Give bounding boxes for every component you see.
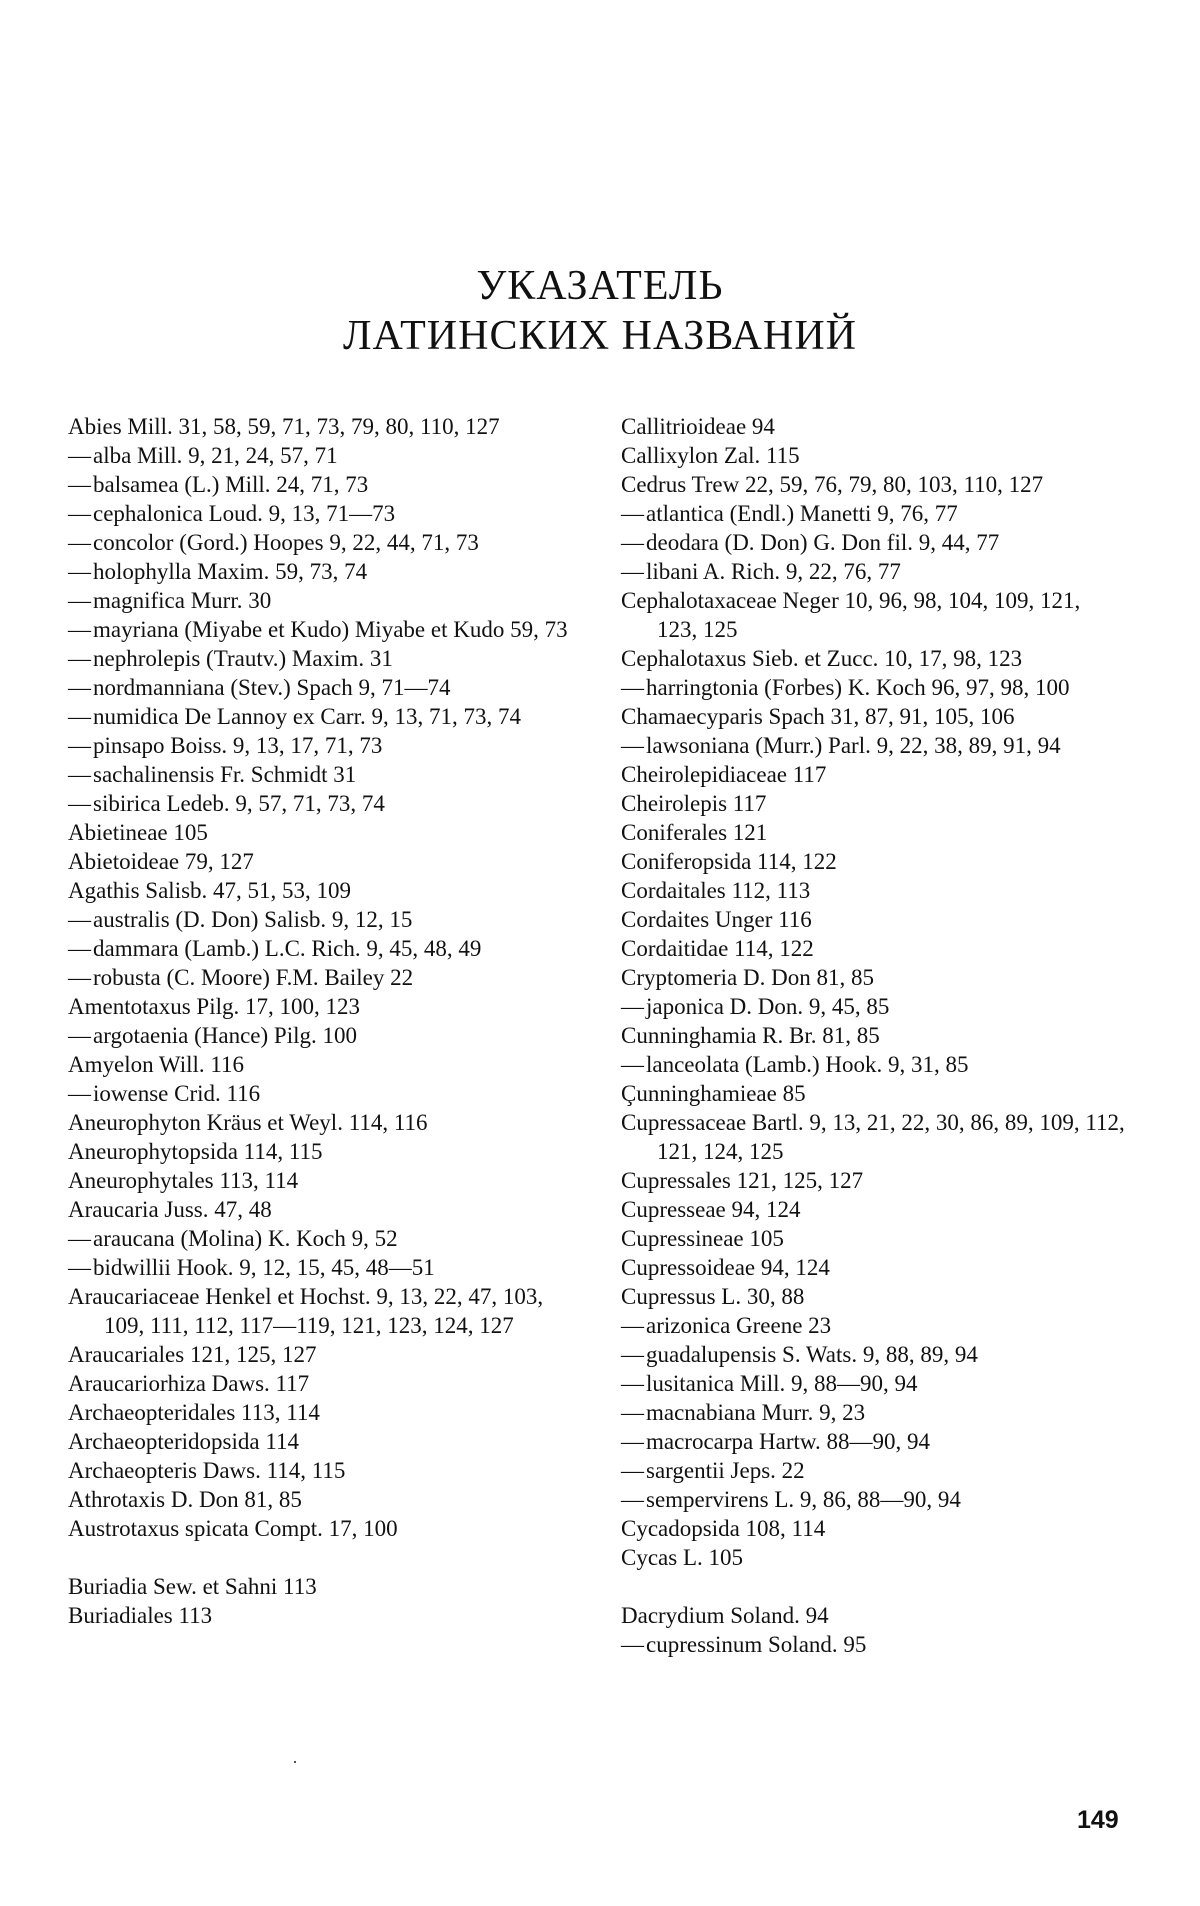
index-entry: Austrotaxus spicata Compt. 17, 100 bbox=[68, 1516, 398, 1541]
page-title-line1: УКАЗАТЕЛЬ bbox=[476, 263, 724, 309]
index-entry: Cedrus Trew 22, 59, 76, 79, 80, 103, 110, 127 bbox=[621, 472, 1044, 497]
index-subentry: — sargentii Jeps. 22 bbox=[621, 1456, 1126, 1485]
index-subentry: — guadalupensis S. Wats. 9, 88, 89, 94 bbox=[621, 1340, 1126, 1369]
index-subentry: — macrocarpa Hartw. 88—90, 94 bbox=[621, 1427, 1126, 1456]
index-entry: Çunninghamieae 85 bbox=[621, 1081, 806, 1106]
index-entry: Agathis Salisb. 47, 51, 53, 109 bbox=[68, 878, 352, 903]
index-entry: Amyelon Will. 116 bbox=[68, 1052, 245, 1077]
index-right-column bbox=[621, 412, 1126, 1659]
index-entry: Araucaria Juss. 47, 48 bbox=[68, 1197, 272, 1222]
page-number: 149 bbox=[1077, 1806, 1119, 1834]
index-subentry: — lusitanica Mill. 9, 88—90, 94 bbox=[621, 1369, 1126, 1398]
index-entry: Cheirolepis 117 bbox=[621, 791, 767, 816]
index-entry: Callixylon Zal. 115 bbox=[621, 443, 800, 468]
index-subentry: — balsamea (L.) Mill. 24, 71, 73 bbox=[68, 470, 578, 499]
index-entry: Buriadiales 113 bbox=[68, 1603, 213, 1628]
index-subentry: — cupressinum Soland. 95 bbox=[621, 1630, 1126, 1659]
section-gap bbox=[621, 1572, 1126, 1601]
index-subentry: — robusta (C. Moore) F.M. Bailey 22 bbox=[68, 963, 578, 992]
index-entry: Cunninghamia R. Br. 81, 85 bbox=[621, 1023, 880, 1048]
index-subentry: — pinsapo Boiss. 9, 13, 17, 71, 73 bbox=[68, 731, 578, 760]
index-entry: Aneurophytales 113, 114 bbox=[68, 1168, 299, 1193]
index-subentry: — sempervirens L. 9, 86, 88—90, 94 bbox=[621, 1485, 1126, 1514]
print-speck: · bbox=[292, 1752, 298, 1772]
index-entry: Callitrioideae 94 bbox=[621, 414, 775, 439]
index-entry: Coniferopsida 114, 122 bbox=[621, 849, 837, 874]
index-subentry: — sibirica Ledeb. 9, 57, 71, 73, 74 bbox=[68, 789, 578, 818]
index-entry: Cordaites Unger 116 bbox=[621, 907, 812, 932]
index-subentry: — magnifica Murr. 30 bbox=[68, 586, 578, 615]
index-subentry: — argotaenia (Hance) Pilg. 100 bbox=[68, 1021, 578, 1050]
index-subentry: — japonica D. Don. 9, 45, 85 bbox=[621, 992, 1126, 1021]
index-entry: Cephalotaxaceae Neger 10, 96, 98, 104, 109, 121, 123, 125 bbox=[621, 588, 1081, 642]
index-entry: Araucariaceae Henkel et Hochst. 9, 13, 22, 47, 103, 109, 111, 112, 117—119, 121, 123, 124, 127 bbox=[68, 1284, 544, 1338]
index-entry: Cycadopsida 108, 114 bbox=[621, 1516, 826, 1541]
index-entry: Cephalotaxus Sieb. et Zucc. 10, 17, 98, 123 bbox=[621, 646, 1023, 671]
index-subentry: — cephalonica Loud. 9, 13, 71—73 bbox=[68, 499, 578, 528]
index-entry: Buriadia Sew. et Sahni 113 bbox=[68, 1574, 317, 1599]
section-gap bbox=[68, 1543, 578, 1572]
index-entry: Cupressaceae Bartl. 9, 13, 21, 22, 30, 86, 89, 109, 112, 121, 124, 125 bbox=[621, 1110, 1125, 1164]
index-entry: Abies Mill. 31, 58, 59, 71, 73, 79, 80, 110, 127 bbox=[68, 414, 500, 439]
index-entry: Cycas L. 105 bbox=[621, 1545, 744, 1570]
index-entry: Aneurophyton Kräus et Weyl. 114, 116 bbox=[68, 1110, 428, 1135]
index-entry: Chamaecyparis Spach 31, 87, 91, 105, 106 bbox=[621, 704, 1015, 729]
index-subentry: — alba Mill. 9, 21, 24, 57, 71 bbox=[68, 441, 578, 470]
index-entry: Cupressineae 105 bbox=[621, 1226, 784, 1251]
index-subentry: — deodara (D. Don) G. Don fil. 9, 44, 77 bbox=[621, 528, 1126, 557]
index-subentry: — atlantica (Endl.) Manetti 9, 76, 77 bbox=[621, 499, 1126, 528]
index-entry: Araucariales 121, 125, 127 bbox=[68, 1342, 317, 1367]
index-entry: Cryptomeria D. Don 81, 85 bbox=[621, 965, 874, 990]
index-entry: Abietoideae 79, 127 bbox=[68, 849, 254, 874]
index-entry: Cordaitidae 114, 122 bbox=[621, 936, 814, 961]
index-subentry: — lanceolata (Lamb.) Hook. 9, 31, 85 bbox=[621, 1050, 1126, 1079]
index-entry: Araucariorhiza Daws. 117 bbox=[68, 1371, 310, 1396]
index-entry: Athrotaxis D. Don 81, 85 bbox=[68, 1487, 302, 1512]
index-subentry: — australis (D. Don) Salisb. 9, 12, 15 bbox=[68, 905, 578, 934]
index-subentry: — iowense Crid. 116 bbox=[68, 1079, 578, 1108]
index-subentry: — sachalinensis Fr. Schmidt 31 bbox=[68, 760, 578, 789]
index-entry: Archaeopteris Daws. 114, 115 bbox=[68, 1458, 346, 1483]
index-subentry: — concolor (Gord.) Hoopes 9, 22, 44, 71, 73 bbox=[68, 528, 578, 557]
index-left-column bbox=[68, 412, 578, 1630]
index-entry: Cupressoideae 94, 124 bbox=[621, 1255, 830, 1280]
index-entry: Aneurophytopsida 114, 115 bbox=[68, 1139, 323, 1164]
index-subentry: — araucana (Molina) K. Koch 9, 52 bbox=[68, 1224, 578, 1253]
index-subentry: — arizonica Greene 23 bbox=[621, 1311, 1126, 1340]
index-subentry: — nephrolepis (Trautv.) Maxim. 31 bbox=[68, 644, 578, 673]
index-entry: Dacrydium Soland. 94 bbox=[621, 1603, 829, 1628]
index-subentry: — holophylla Maxim. 59, 73, 74 bbox=[68, 557, 578, 586]
index-subentry: — lawsoniana (Murr.) Parl. 9, 22, 38, 89, 91, 94 bbox=[621, 731, 1126, 760]
index-entry: Archaeopteridopsida 114 bbox=[68, 1429, 299, 1454]
index-subentry: — harringtonia (Forbes) K. Koch 96, 97, 98, 100 bbox=[621, 673, 1126, 702]
index-subentry: — numidica De Lannoy ex Carr. 9, 13, 71, 73, 74 bbox=[68, 702, 578, 731]
index-entry: Abietineae 105 bbox=[68, 820, 208, 845]
index-subentry: — macnabiana Murr. 9, 23 bbox=[621, 1398, 1126, 1427]
index-subentry: — libani A. Rich. 9, 22, 76, 77 bbox=[621, 557, 1126, 586]
index-subentry: — dammara (Lamb.) L.C. Rich. 9, 45, 48, 49 bbox=[68, 934, 578, 963]
page-title-line2: ЛАТИНСКИХ НАЗВАНИЙ bbox=[343, 313, 857, 359]
index-entry: Coniferales 121 bbox=[621, 820, 768, 845]
index-subentry: — bidwillii Hook. 9, 12, 15, 45, 48—51 bbox=[68, 1253, 578, 1282]
index-entry: Archaeopteridales 113, 114 bbox=[68, 1400, 320, 1425]
index-subentry: — mayriana (Miyabe et Kudo) Miyabe et Kudo 59, 73 bbox=[68, 615, 578, 644]
index-entry: Cupressus L. 30, 88 bbox=[621, 1284, 805, 1309]
index-entry: Cupresseae 94, 124 bbox=[621, 1197, 801, 1222]
index-subentry: — nordmanniana (Stev.) Spach 9, 71—74 bbox=[68, 673, 578, 702]
index-entry: Cheirolepidiaceae 117 bbox=[621, 762, 827, 787]
index-entry: Cordaitales 112, 113 bbox=[621, 878, 811, 903]
index-entry: Amentotaxus Pilg. 17, 100, 123 bbox=[68, 994, 360, 1019]
index-entry: Cupressales 121, 125, 127 bbox=[621, 1168, 864, 1193]
